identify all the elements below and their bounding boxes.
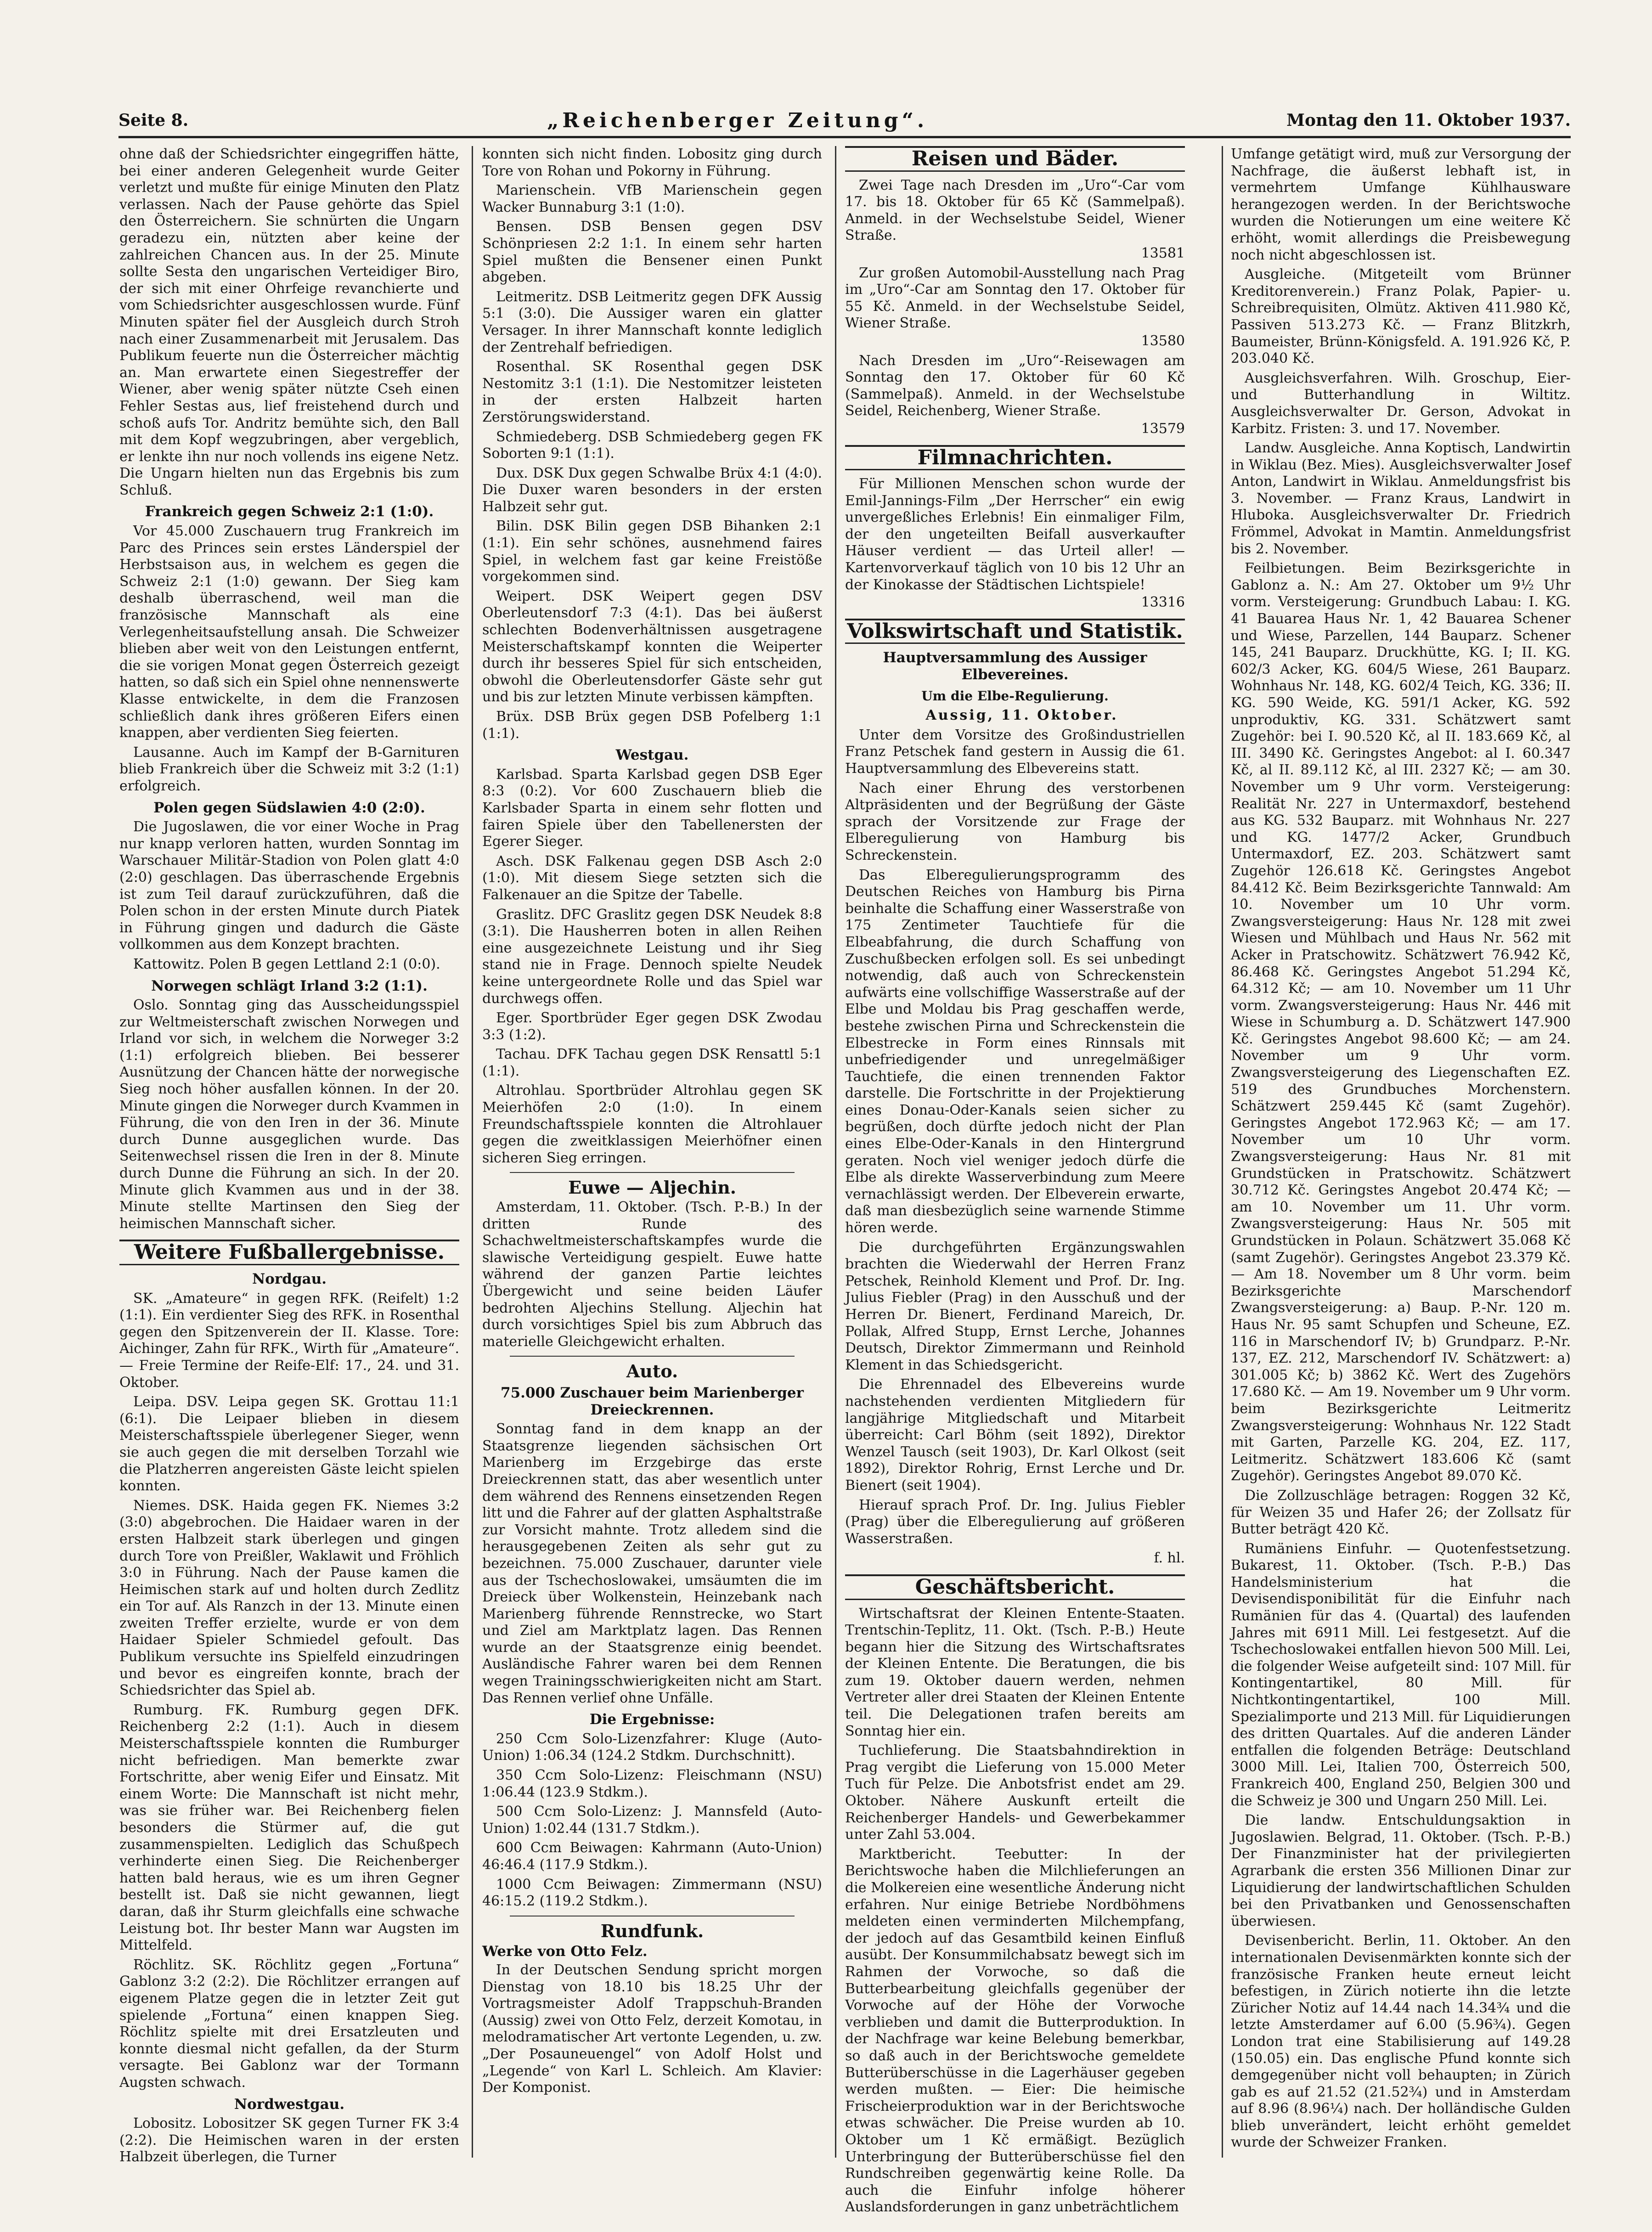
paragraph: SK. „Amateure“ in gegen RFK. (Reifelt) 1:2 (1:1). Ein verdienter Sieg des RFK. in Rosenthal gegen den Spitzenverein der II. Klasse. Tore: Aichinger, Zahn für RFK., Wirth für „Amateure“. — Freie Termine der Reife-Elf: 17., 24. und 31. Oktober. (119, 1290, 459, 1391)
paragraph: Ausgleichsverfahren. Wilh. Groschup, Eier- und Butterhandlung in Wiltitz. Ausgleichsverwalter Dr. Gerson, Advokat in Karbitz. Fristen: 3. und 17. November. (1231, 370, 1571, 437)
paragraph: Vor 45.000 Zuschauern trug Frankreich im Parc des Princes sein erstes Länderspiel der Herbstsaison aus, in welchem es gegen die Schweiz 2:1 (1:0) gewann. Der Sieg kam deshalb überraschend, weil man die französische Mannschaft als eine Verlegenheitsaufstellung ansah. Die Schweizer blieben aber weit von den Leistungen entfernt, die sie vorigen Monat gegen Österreich gezeigt hatten, so daß sich ein Spiel ohne nennenswerte Klasse entwickelte, in dem die Franzosen schließlich dank ihres größeren Eifers einen knappen, aber verdienten Sieg feierten. (119, 523, 459, 741)
paragraph: Rumburg. FK. Rumburg gegen DFK. Reichenberg 2:2 (1:1). Auch in diesem Meisterschaftsspiele konnten die Rumburger nicht befriedigen. Man bemerkte zwar Fortschritte, aber wenig Eifer und Einsatz. Mit einem Worte: Die Mannschaft ist nicht mehr, was sie früher war. Bei Reichenberg fielen besonders die Stürmer auf, die gut zusammenspielten. Lediglich das Schußpech verhinderte einen Sieg. Die Reichenberger hatten bald heraus, wie es um ihren Gegner bestellt ist. Daß sie nicht gewannen, liegt daran, daß ihr Sturm gleichfalls eine schwache Leistung bot. Ihr bester Mann war Augsten im Mittelfeld. (119, 1702, 459, 1954)
paragraph: Oslo. Sonntag ging das Ausscheidungsspiel zur Weltmeisterschaft zwischen Norwegen und Irland vor sich, in welchem die Norweger 3:2 (1:1) erfolgreich blieben. Bei besserer Ausnützung der Chancen hätte der norwegische Sieg noch höher ausfallen können. In der 20. Minute gingen die Norweger durch Kvammen in Führung, die von den Iren in der 36. Minute durch Dunne ausgeglichen wurde. Das Seitenwechsel rissen die Iren in der 8. Minute durch Dunne die Führung an sich. In der 20. Minute glich Kvammen aus und in der 38. Minute stellte Martinsen den Sieg der heimischen Mannschaft sicher. (119, 997, 459, 1232)
ad-paragraph: Für Millionen Menschen schon wurde der Emil-Jannings-Film „Der Herrscher“ ein ewig unvergeßliches Erlebnis! Ein einmaliger Film, der den ungeteilten Beifall ausverkaufter Häuser verdient — das Urteil aller! — Kartenvorverkauf täglich von 10 bis 12 Uhr an der Kinokasse der Städtischen Lichtspiele! (845, 476, 1185, 593)
result-line: 500 Ccm Solo-Lizenz: J. Mannsfeld (Auto-Union) 1:02.44 (131.7 Stdkm.). (482, 1804, 822, 1837)
region-heading: Nordgau. (252, 1271, 327, 1287)
paragraph: Hierauf sprach Prof. Dr. Ing. Julius Fiebler (Prag) über die Elberegulierung auf größeren Wasserstraßen. (845, 1497, 1185, 1547)
paragraph: Wirtschaftsrat der Kleinen Entente-Staaten. Trentschin-Teplitz, 11. Okt. (Tsch. P.-B.) Heute begann hier die Sitzung des Wirtschaftsrates der Kleinen Entente. Die Beratungen, die bis zum 19. Oktober dauern werden, nehmen Vertreter aller drei Staaten der Kleinen Entente teil. Die Delegationen trafen bereits am Sonntag hier ein. (845, 1605, 1185, 1739)
region-heading: Westgau. (615, 747, 689, 764)
paragraph: Schmiedeberg. DSB Schmiedeberg gegen FK Soborten 9:1 (1:1). (482, 428, 822, 462)
paragraph: Weipert. DSK Weipert gegen DSV Oberleutensdorf 7:3 (4:1). Das bei äußerst schlechten Bodenverhältnissen ausgetragene Meisterschaftskampf konnten die Weiperter durch ihr besseres Spiel für sich entscheiden, obwohl die Oberleutensdorfer Gäste sehr gut und bis zur letzten Minute verbissen kämpften. (482, 588, 822, 705)
article-subtitle: Um die Elbe-Regulierung. (921, 688, 1109, 704)
section-heading: Volkswirtschaft und Statistik. (845, 619, 1185, 644)
paragraph: Asch. DSK Falkenau gegen DSB Asch 2:0 (1:0). Mit diesem Siege setzten sich die Falkenauer an die Spitze der Tabelle. (482, 853, 822, 903)
column-4 (1231, 146, 1571, 2199)
page-number: Seite 8. (118, 111, 189, 130)
paragraph: In der Deutschen Sendung spricht morgen Dienstag von 18.10 bis 18.25 Uhr der Vortragsmeister Adolf Trappschuh-Branden (Aussig) zwei von Otto Felz, derzeit Komotau, in melodramatischer Art vertonte Legenden, u. zw. „Der Posauneuengel“ von Adolf Holst und „Legende“ von Karl L. Schleich. Am Klavier: Der Komponist. (482, 1961, 822, 2096)
paragraph: Leitmeritz. DSB Leitmeritz gegen DFK Aussig 5:1 (3:0). Die Aussiger waren ein glatter Versager. In ihrer Mannschaft konnte lediglich der Zentrehalf befriedigen. (482, 288, 822, 355)
paragraph: Dux. DSK Dux gegen Schwalbe Brüx 4:1 (4:0). Die Duxer waren besonders in der ersten Halbzeit sehr gut. (482, 465, 822, 515)
column-divider (1222, 146, 1223, 2158)
ad-number: 13579 (1141, 420, 1185, 437)
paragraph: Die landw. Entschuldungsaktion in Jugoslawien. Belgrad, 11. Oktober. (Tsch. P.-B.) Der Finanzminister hat der privilegierten Agrarbank die ersten 356 Millionen Dinar zur Liquidierung der landwirtschaftlichen Schulden bei den Privatbanken und Genossenschaften überwiesen. (1231, 1812, 1571, 1929)
page-header (118, 107, 1571, 134)
paragraph: Marktbericht. Teebutter: In der Berichtswoche haben die Milchlieferungen an die Molkereien eine wesentliche Änderung nicht erfahren. Nur einige Betriebe Nordböhmens meldeten einen verminderten Milchempfang, der jedoch auf das Gesamtbild keinen Einfluß ausübt. Der Konsummilchabsatz bewegt sich im Rahmen der Vorwoche, so daß die Butterbearbeitung gleichfalls gegenüber der Vorwoche auf der Höhe der Vorwoche verblieben und damit die Butterproduktion. In der Nachfrage war keine Belebung bemerkbar, so daß auch in der Berichtswoche gemeldete Butterüberschüsse in die Lagerhäuser gegeben werden mußten. — Eier: Die heimische Frischeierproduktion war in der Berichtswoche etwas schwächer. Die Preise wurden ab 10. Oktober um 1 Kč ermäßigt. Bezüglich Unterbringung der Butterüberschüsse fiel den Rundschreiben gegenwärtig keine Rolle. Da auch die Einfuhr infolge höherer Auslandsforderungen in ganz unbeträchtlichem (845, 1846, 1185, 2215)
article-subtitle: Werke von Otto Felz. (482, 1943, 648, 1960)
match-heading: Polen gegen Südslawien 4:0 (2:0). (153, 799, 425, 816)
paragraph: Karlsbad. Sparta Karlsbad gegen DSB Eger 8:3 (0:2). Vor 600 Zuschauern blieb die Karlsbader Sparta in einem sehr flotten und fairen Spiele über den Tabellenersten der Egerer Sieger. (482, 766, 822, 850)
article-subtitle: Hauptversammlung des Aussiger Elbevereines. (883, 649, 1147, 683)
paragraph: Die durchgeführten Ergänzungswahlen brachten die Wiederwahl der Herren Franz Petschek, Reinhold Klement und Prof. Dr. Ing. Julius Fiebler (Prag) in den Ausschuß und der Herren Dr. Bienert, Ferdinand Mareich, Dr. Pollak, Alfred Stupp, Ernst Lerche, Johannes Deutsch, Direktor Zimmermann und Reinhold Klement in das Schiedsgericht. (845, 1239, 1185, 1373)
paragraph: Die Ehrennadel des Elbevereins wurde nachstehenden verdienten Mitgliedern für langjährige Mitgliedschaft und Mitarbeit überreicht: Carl Böhm (seit 1892), Direktor Wenzel Tausch (seit 1903), Dr. Karl Olkost (seit 1892), Direktor Rohrig, Ernst Lerche und Dr. Bienert (seit 1904). (845, 1376, 1185, 1494)
paragraph: Unter dem Vorsitze des Großindustriellen Franz Petschek fand gestern in Aussig die 61. Hauptversammlung des Elbevereins statt. (845, 727, 1185, 777)
paragraph: Die Zollzuschläge betragen: Roggen 32 Kč, für Weizen 35 und Hafer 26; der Zollsatz für Butter beträgt 420 Kč. (1231, 1487, 1571, 1538)
paragraph: Lobositz. Lobositzer SK gegen Turner FK 3:4 (2:2). Die Heimischen waren in der ersten Halbzeit überlegen, die Turner (119, 2115, 459, 2165)
result-line: 250 Ccm Solo-Lizenzfahrer: Kluge (Auto-Union) 1:06.34 (124.2 Stdkm. Durchschnitt). (482, 1730, 822, 1764)
header-rule (118, 136, 1571, 138)
paragraph: Nach einer Ehrung des verstorbenen Altpräsidenten und der Begrüßung der Gäste sprach der Vorsitzende zur Frage der Elberegulierung von Hamburg bis Schreckenstein. (845, 780, 1185, 863)
paragraph: Niemes. DSK. Haida gegen FK. Niemes 3:2 (3:0) abgebrochen. Die Haidaer waren in der ersten Halbzeit stark überlegen und gingen durch Tore von Preißler, Waklawit und Fröhlich 3:0 in Führung. Nach der Pause kamen die Heimischen stark auf und holten durch Zedlitz ein Tor auf. Als Ranzch in der 13. Minute einen zweiten Treffer erzielte, wurde er von dem Haidaer Spieler Schmiedel gefoult. Das Publikum versuchte ins Spielfeld einzudringen und bevor es eingreifen konnte, brach der Schiedsrichter das Spiel ab. (119, 1497, 459, 1699)
paragraph: Kattowitz. Polen B gegen Lettland 2:1 (0:0). (133, 956, 440, 972)
signature: f. hl. (1154, 1550, 1185, 1567)
section-heading: Reisen und Bäder. (845, 146, 1185, 172)
masthead: „Reichenberger Zeitung“. (547, 108, 928, 132)
article-title: Euwe — Aljechin. (568, 1177, 736, 1198)
column-1 (119, 146, 459, 2199)
ad-paragraph: Nach Dresden im „Uro“-Reisewagen am Sonntag den 17. Oktober für 60 Kč (Sammelpaß). Anmeld. in der Wechselstube Seidel, Reichenberg, Wiener Straße. (845, 352, 1185, 419)
result-line: 1000 Ccm Beiwagen: Zimmermann (NSU) 46:15.2 (119.2 Stdkm.). (482, 1876, 822, 1910)
paragraph: Rosenthal. SK Rosenthal gegen DSK Nestomitz 3:1 (1:1). Die Nestomitzer leisteten in der ersten Halbzeit harten Zerstörungswiderstand. (482, 359, 822, 425)
paragraph: Lausanne. Auch im Kampf der B-Garnituren blieb Frankreich über die Schweiz mit 3:2 (1:1) erfolgreich. (119, 744, 459, 794)
paragraph: Devisenbericht. Berlin, 11. Oktober. An den internationalen Devisenmärkten konnte sich der französische Franken heute erneut leicht befestigen, in Zürich notierte ihn die letzte Züricher Notiz auf 14.44 nach 14.34¾ und die letzte Amsterdamer auf 6.00 (5.96¾). Gegen London trat eine Stabilisierung auf 149.28 (150.05) ein. Das englische Pfund konnte sich demgegenüber nicht voll behaupten; in Zürich gab es auf 21.52 (21.52¾) und in Amsterdam auf 8.96 (8.96¼) nach. Der holländische Gulden blieb unverändert, leicht erhöht gemeldet wurde der Schweizer Franken. (1231, 1933, 1571, 2151)
issue-date: Montag den 11. Oktober 1937. (1286, 111, 1571, 130)
paragraph: Die Jugoslawen, die vor einer Woche in Prag nur knapp verloren hatten, wurden Sonntag im Warschauer Militär-Stadion von Polen glatt 4:0 (2:0) geschlagen. Das überraschende Ergebnis ist zum Teil darauf zurückzuführen, daß die Polen schon in der ersten Minute durch Piatek in Führung gingen und dadurch die Gäste vollkommen aus dem Konzept brachten. (119, 819, 459, 953)
result-line: 600 Ccm Beiwagen: Kahrmann (Auto-Union) 46:46.4 (117.9 Stdkm.). (482, 1840, 822, 1873)
paragraph: Brüx. DSB Brüx gegen DSB Pofelberg 1:1 (1:1). (482, 709, 822, 742)
section-heading: Filmnachrichten. (845, 445, 1185, 471)
column-3 (845, 146, 1185, 2215)
paragraph: Feilbietungen. Beim Bezirksgerichte in Gablonz a. N.: Am 27. Oktober um 9½ Uhr vorm. Versteigerung: Grundbuch Labau: I. KG. 41 Bauarea Haus Nr. 1, 42 Bauarea Schener und Wiese, Parzellen, 144 Bauparz. Schener 145, 241 Bauparz. Druckhütte, KG. I; II. KG. 602/3 Acker, KG. 604/5 Wiese, 261 Bauparz. Wohnhaus Nr. 148, KG. 602/4 Teich, KG. 336; II. KG. 590 Weide, KG. 591/1 Acker, KG. 592 unproduktiv, KG. 331. Schätzwert samt Zugehör: bei I. 90.520 Kč, al II. 183.669 Kč, al III. 3490 Kč. Geringstes Angebot: al I. 60.347 Kč, al II. 89.112 Kč, al III. 2327 Kč; — am 30. November um 9 Uhr vorm. Versteigerung: Realität Nr. 227 in Untermaxdorf, bestehend aus KG. 532 Bauparz. mit Wohnhaus Nr. 227 und KG. 1477/2 Acker, Grundbuch Untermaxdorf, EZ. 203. Schätzwert samt Zugehör 126.618 Kč. Geringstes Angebot 84.412 Kč. Beim Bezirksgerichte Tannwald: Am 10. November um 10 Uhr vorm. Zwangsversteigerung: Haus Nr. 128 mit zwei Wiesen und Mühlbach und Haus Nr. 562 mit Acker in Pratschowitz. Schätzwert 76.942 Kč, 86.468 Kč. Geringstes Angebot 51.294 Kč, 64.312 Kč; — am 10. November um 11 Uhr vorm. Zwangsversteigerung: Haus Nr. 446 mit Wiese in Schumburg a. D. Schätzwert 147.900 Kč. Geringstes Angebot 98.600 Kč; — am 24. November um 9 Uhr vorm. Zwangsversteigerung des Liegenschaften EZ. 519 des Grundbuches Morchenstern. Schätzwert 259.445 Kč (samt Zugehör). Geringstes Angebot 172.963 Kč; — am 17. November um 10 Uhr vorm. Zwangsversteigerung: Haus Nr. 81 mit Grundstücken in Pratschowitz. Schätzwert 30.712 Kč. Geringstes Angebot 20.474 Kč; — am 10. November um 11. Uhr vorm. Zwangsversteigerung: Haus Nr. 505 mit Grundstücken in Polaun. Schätzwert 35.068 Kč (samt Zugehör). Geringstes Angebot 23.379 Kč. — Am 18. November um 8 Uhr vorm. beim Bezirksgerichte Marschendorf Zwangsversteigerung: a) Baup. P.-Nr. 120 m. Haus Nr. 95 samt Schupfen und Scheune, EZ. 116 in Marschendorf IV; b) Grundparz. P.-Nr. 137, EZ. 212, Marschendorf IV. Schätzwert: a) 301.005 Kč; b) 3862 Kč. Wert des Zugehörs 17.680 Kč. — Am 19. November um 9 Uhr vorm. beim Bezirksgerichte Leitmeritz Zwangsversteigerung: Wohnhaus Nr. 122 Stadt mit Garten, Parzelle KG. 204, EZ. 117, Leitmeritz. Schätzwert 183.606 Kč (samt Zugehör). Geringstes Angebot 89.070 Kč. (1231, 560, 1571, 1484)
section-heading: Geschäftsbericht. (845, 1574, 1185, 1600)
paragraph: Das Elberegulierungsprogramm des Deutschen Reiches von Hamburg bis Pirna beinhalte die Schaffung einer Wasserstraße von 175 Zentimeter Tauchtiefe für die Elbeabfahrung, die durch Schaffung von Zuschußbecken erfolgen soll. Es sei unbedingt notwendig, daß auch von Schreckenstein aufwärts eine vollschiffige Wasserstraße auf der Elbe und Moldau bis Prag geschaffen werde, bestehe zwischen Pirna und Schreckenstein die Elbestrecke in Form eines Rinnsals mit unbefriedigender und unregelmäßiger Tauchtiefe, die einen trennenden Faktor darstelle. Die Fortschritte in der Projektierung eines Donau-Oder-Kanals seien sicher zu begrüßen, doch dürfte jedoch nicht der Plan eines Elbe-Oder-Kanals in den Hintergrund geraten. Noch viel weniger jedoch dürfe die Elbe als direkte Wasserverbindung zum Meere vernachlässigt werden. Der Elbeverein erwarte, daß man diesbezüglich seine warnende Stimme hören werde. (845, 867, 1185, 1236)
paragraph: Röchlitz. SK. Röchlitz gegen „Fortuna“ Gablonz 3:2 (2:2). Die Röchlitzer errangen auf eigenem Platze gegen die in letzter Zeit gut spielende „Fortuna“ einen knappen Sieg. Röchlitz spielte mit drei Ersatzleuten und konnte diesmal nicht gefallen, da der Sturm versagte. Bei Gablonz war der Tormann Augsten schwach. (119, 1956, 459, 2091)
paragraph: Eger. Sportbrüder Eger gegen DSK Zwodau 3:3 (1:2). (482, 1010, 822, 1043)
paragraph: Ausgleiche. (Mitgeteilt vom Brünner Kreditorenverein.) Franz Polak, Papier- u. Schreibrequisiten, Olmütz. Aktiven 411.980 Kč, Passiven 513.273 Kč. — Franz Blitzkrh, Baumeister, Brünn-Königsfeld. A. 191.926 Kč, P. 203.040 Kč. (1231, 266, 1571, 367)
paragraph: Umfange getätigt wird, muß zur Versorgung der Nachfrage, die äußerst lebhaft ist, in vermehrtem Umfange Kühlhausware herangezogen werden. In der Berichtswoche wurden die Notierungen um eine weitere Kč erhöht, womit allerdings die Preisbewegung noch nicht abgeschlossen ist. (1231, 146, 1571, 263)
paragraph: Bilin. DSK Bilin gegen DSB Bihanken 2:1 (1:1). Ein sehr schönes, ausnehmend faires Spiel, in welchem fast gar keine Freistöße vorgekommen sind. (482, 518, 822, 585)
results-heading: Die Ergebnisse: (589, 1711, 715, 1728)
paragraph: Tuchlieferung. Die Staatsbahndirektion in Prag vergibt die Lieferung von 15.000 Meter Tuch für Pelze. Die Anbotsfrist endet am 29. Oktober. Nähere Auskunft erteilt die Reichenberger Handels- und Gewerbekammer unter Zahl 53.004. (845, 1742, 1185, 1843)
paragraph: Amsterdam, 11. Oktober. (Tsch. P.-B.) In der dritten Runde des Schachweltmeisterschaftskampfes wurde die slawische Verteidigung gespielt. Euwe hatte während der ganzen Partie leichtes Übergewicht und seine beiden Läufer bedrohten Aljechins Stellung. Aljechin hat durch vorsichtiges Spiel bis zum Abbruch das materielle Gleichgewicht erhalten. (482, 1199, 822, 1350)
column-divider (472, 146, 473, 2158)
paragraph: Altrohlau. Sportbrüder Altrohlau gegen SK Meierhöfen 2:0 (1:0). In einem Freundschaftsspiele konnten die Altrohlauer gegen die zweitklassigen Meierhöfner einen sicheren Sieg erringen. (482, 1082, 822, 1166)
ad-number: 13316 (1141, 594, 1185, 611)
paragraph: ohne daß der Schiedsrichter eingegriffen hätte, bei einer anderen Gelegenheit wurde Geiter verletzt und mußte für einige Minuten den Platz verlassen. Nach der Pause gehörte das Spiel den Österreichern. Sie schnürten die Ungarn geradezu ein, nützten aber keine der zahlreichen Chancen aus. In der 25. Minute sollte Sesta den ungarischen Verteidiger Biro, der sich mit einer Ohrfeige revanchierte und vom Schiedsrichter ausgeschlossen wurde. Fünf Minuten später fiel der Ausgleich durch Stroh nach einer Zusammenarbeit mit Jerusalem. Das Publikum feuerte nun die Österreicher mächtig an. Man erwartete einen Siegestreffer der Wiener, aber wenig später nützte Cseh einen Fehler Sestas aus, lief freistehend durch und schoß aufs Tor. Andritz bemühte sich, den Ball mit dem Kopf wegzubringen, aber vergeblich, er lenkte ihn nur noch vollends ins eigene Netz. Die Ungarn hielten nun das Ergebnis bis zum Schluß. (119, 146, 459, 498)
paragraph: Marienschein. VfB Marienschein gegen Wacker Bunnaburg 3:1 (1:0). (482, 182, 822, 215)
section-heading: Weitere Fußballergebnisse. (119, 1240, 459, 1265)
paragraph: Rumäniens Einfuhr. — Quotenfestsetzung. Bukarest, 11. Oktober. (Tsch. P.-B.) Das Handelsministerium hat die Devisendisponibilität für die Einfuhr nach Rumänien für das 4. (Quartal) des laufenden Jahres mit 6911 Mill. Lei festgesetzt. Auf die Tschechoslowakei entfallen hievon 500 Mill. Lei, die folgender Weise aufgeteilt sind: 107 Mill. für Kontingentartikel, 80 Mill. für Nichtkontingentartikel, 100 Mill. Spezialimporte und 213 Mill. für Liquidierungen des dritten Quartales. Auf die anderen Länder entfallen die folgenden Beträge: Deutschland 3000 Mill. Lei, Italien 700, Österreich 500, Frankreich 400, England 250, Belgien 300 und die Schweiz je 300 und Ungarn 250 Mill. Lei. (1231, 1540, 1571, 1809)
article-title: Auto. (626, 1361, 678, 1382)
divider (510, 1172, 795, 1173)
paragraph: Sonntag fand in dem knapp an der Staatsgrenze liegenden sächsischen Ort Marienberg im Erzgebirge das erste Dreieckrennen statt, das aber wesentlich unter dem während des Rennens einsetzenden Regen litt und die Fahrer auf der glatten Asphaltstraße zur Vorsicht mahnte. Trotz alledem sind die herausgegebenen Zeiten als sehr gut zu bezeichnen. 75.000 Zuschauer, darunter viele aus der Tschechoslowakei, umsäumten die im Dreieck über Wolkenstein, Heinzebank nach Marienberg führende Rennstrecke, wo Start und Ziel am Marktplatz lagen. Das Rennen wurde an der Staatsgrenze einig beendet. Ausländische Fahrer waren bei dem Rennen wegen Trainingsschwierigkeiten nicht am Start. Das Rennen verlief ohne Unfälle. (482, 1421, 822, 1706)
ad-paragraph: Zwei Tage nach Dresden im „Uro“-Car vom 17. bis 18. Oktober für 65 Kč (Sammelpaß). Anmeld. in der Wechselstube Seidel, Wiener Straße. (845, 177, 1185, 244)
paragraph: Landw. Ausgleiche. Anna Koptisch, Landwirtin in Wiklau (Bez. Mies). Ausgleichsverwalter Josef Anton, Landwirt in Wiklau. Anmeldungsfrist bis 3. November. — Franz Kraus, Landwirt in Hluboka. Ausgleichsverwalter Dr. Friedrich Frömmel, Advokat in Mamtin. Anmeldungsfrist bis 2. November. (1231, 440, 1571, 557)
ad-number: 13581 (1141, 245, 1185, 261)
divider (510, 1356, 795, 1357)
paragraph: Graslitz. DFC Graslitz gegen DSK Neudek 8:8 (3:1). Die Hausherren boten in allen Reihen eine ausgezeichnete Leistung und ihr Sieg stand nie in Frage. Dennoch spielte Neudek keine untergeordnete Rolle und das Spiel war durchwegs offen. (482, 906, 822, 1007)
dateline: Aussig, 11. Oktober. (925, 707, 1118, 724)
region-heading: Nordwestgau. (234, 2096, 345, 2113)
paragraph: konnten sich nicht finden. Lobositz ging durch Tore von Rohan und Pokorny in Führung. (482, 146, 822, 179)
match-heading: Frankreich gegen Schweiz 2:1 (1:0). (145, 503, 434, 520)
paragraph: Tachau. DFK Tachau gegen DSK Rensattl 5:1 (1:1). (482, 1046, 822, 1079)
column-divider (835, 146, 836, 2158)
match-heading: Norwegen schlägt Irland 3:2 (1:1). (151, 977, 428, 994)
article-title: Rundfunk. (600, 1920, 704, 1941)
article-subtitle: 75.000 Zuschauer beim Marienberger Dreieckrennen. (501, 1384, 804, 1418)
ad-paragraph: Zur großen Automobil-Ausstellung nach Prag im „Uro“-Car am Sonntag den 17. Oktober für 55 Kč. Anmeld. in der Wechselstube Seidel, Wiener Straße. (845, 265, 1185, 332)
paragraph: Leipa. DSV. Leipa gegen SK. Grottau 11:1 (6:1). Die Leipaer blieben in diesem Meisterschaftsspiele überlegener Sieger, wenn sie auch gegen die mit derselben Torzahl wie die Platzherren angereisten Gäste leicht spielen konnten. (119, 1394, 459, 1494)
result-line: 350 Ccm Solo-Lizenz: Fleischmann (NSU) 1:06.44 (123.9 Stdkm.). (482, 1767, 822, 1800)
paragraph: Bensen. DSB Bensen gegen DSV Schönpriesen 2:2 1:1. In einem sehr harten Spiel mußten die Bensener einen Punkt abgeben. (482, 219, 822, 286)
ad-number: 13580 (1141, 333, 1185, 349)
column-2 (482, 146, 822, 2199)
